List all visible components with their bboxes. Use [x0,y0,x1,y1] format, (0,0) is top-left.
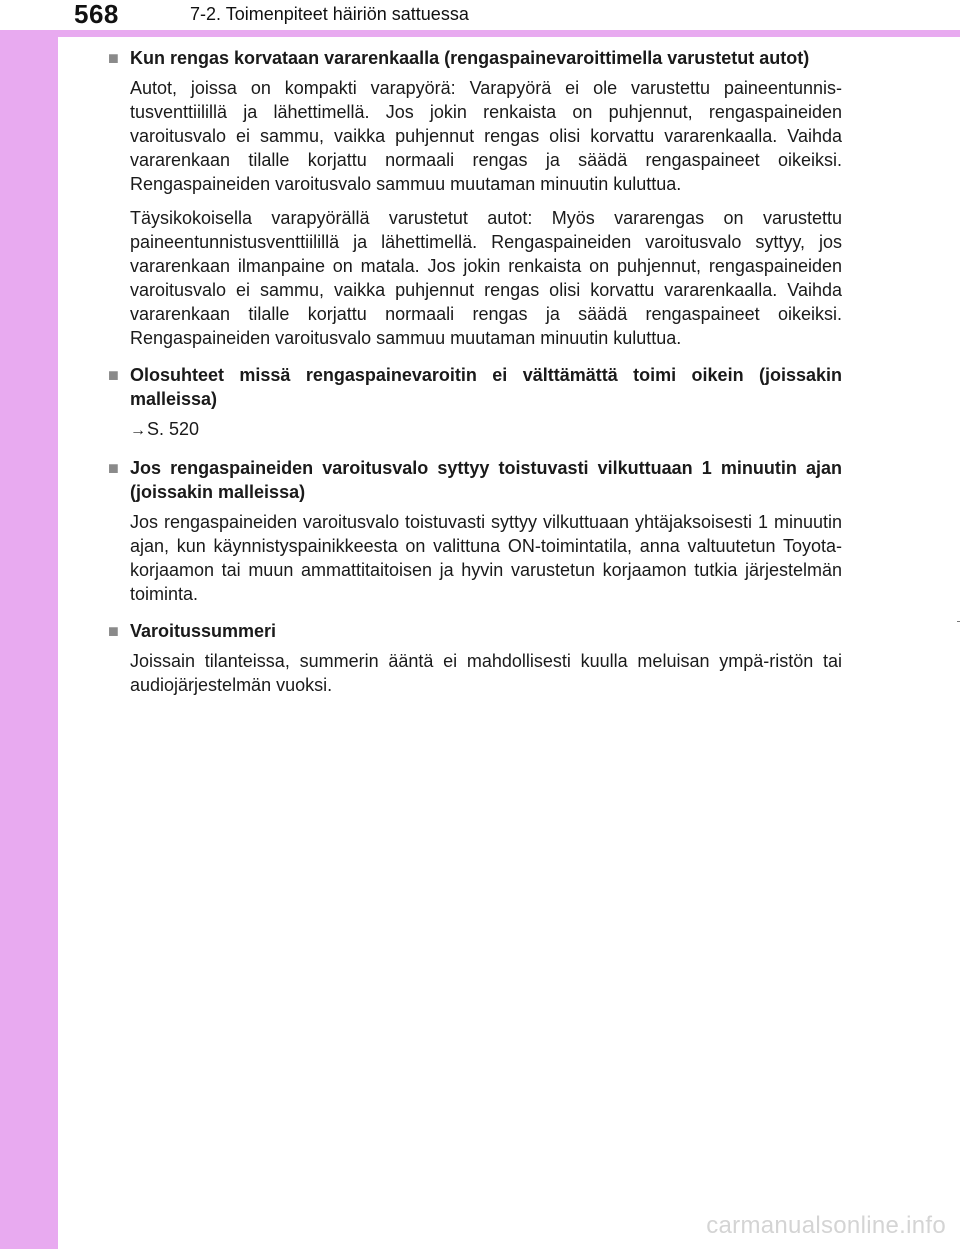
section-conditions [108,363,842,443]
section-spare-tire [108,46,842,350]
page-reference[interactable] [130,417,842,443]
section-title: Olosuhteet missä rengaspainevaroitin ei välttämättä toimi oikein (joissakin malleissa) [130,365,842,409]
section-title: Jos rengaspaineiden varoitusvalo syttyy toistuvasti vilkuttuaan 1 minuutin ajan (joissakin malleissa) [130,458,842,502]
square-bullet-icon: ■ [108,48,119,68]
arrow-right-icon: → [130,422,146,439]
paragraph-warning-buzzer: Joissain tilanteissa, summerin ääntä ei mahdollisesti kuulla meluisan ympä-ristön tai audiojärjestelmän vuoksi. [130,651,842,695]
section-title: Varoitussummeri [130,621,277,641]
square-bullet-icon: ■ [108,365,119,385]
section-heading [108,363,842,411]
header-area [0,0,960,30]
page-number: 568 [74,0,119,29]
chapter-title: 7-2. Toimenpiteet häiriön sattuessa [190,4,469,24]
page-reference-text: S. 520 [147,419,200,439]
square-bullet-icon: ■ [108,458,119,478]
section-blinking-light [108,456,842,606]
section-warning-buzzer [108,619,842,697]
header-rule [0,30,960,37]
watermark: carmanualsonline.info [706,1212,946,1239]
side-color-band [0,0,58,1249]
section-heading [108,619,842,643]
paragraph-blinking-light: Jos rengaspaineiden varoitusvalo toistuvasti syttyy vilkuttuaan yhtäjaksoisesti 1 minuutin ajan, kun käynnistyspainikkeesta on valittuna ON-toimintatila, anna valtuutetun Toyota-korjaamon tai muun ammattitaitoisen ja hyvin varustetun korjaamon tutkia järjestelmän toiminta. [130,512,842,604]
paragraph-compact-spare: Autot, joissa on kompakti varapyörä: Varapyörä ei ole varustettu paineentunnis-tusventtiilillä ja lähettimellä. Jos jokin renkaista on puhjennut, rengaspaineiden varoitusvalo ei sammu, vaikka puhjennut rengas olisi korvattu vararenkaalla. Vaihda vararenkaan tilalle korjattu normaali rengas ja säädä rengaspaineet oikeiksi. Rengaspaineiden varoitusvalo sammuu muutaman minuutin kuluttua. [130,78,842,194]
paragraph-full-size-spare: Täysikokoisella varapyörällä varustetut autot: Myös vararengas on varustettu paineentunnistusventtiilillä ja lähettimellä. Rengaspaineiden varoitusvalo syttyy, jos vararenkaan ilmanpaine on matala. Jos jokin renkaista on puhjennut, rengaspaineiden varoitusvalo ei sammu, vaikka puhjennut rengas olisi korvattu vararenkaalla. Vaihda vararenkaan tilalle korjattu normaali rengas ja säädä rengaspaineet oikeiksi. Rengaspaineiden varoitusvalo sammuu muutaman minuutin kuluttua. [130,208,842,348]
section-heading [108,456,842,504]
section-title: Kun rengas korvataan vararenkaalla (rengaspainevaroittimella varustetut autot) [130,48,810,68]
square-bullet-icon: ■ [108,621,119,641]
page-content [108,46,842,710]
section-heading [108,46,842,70]
